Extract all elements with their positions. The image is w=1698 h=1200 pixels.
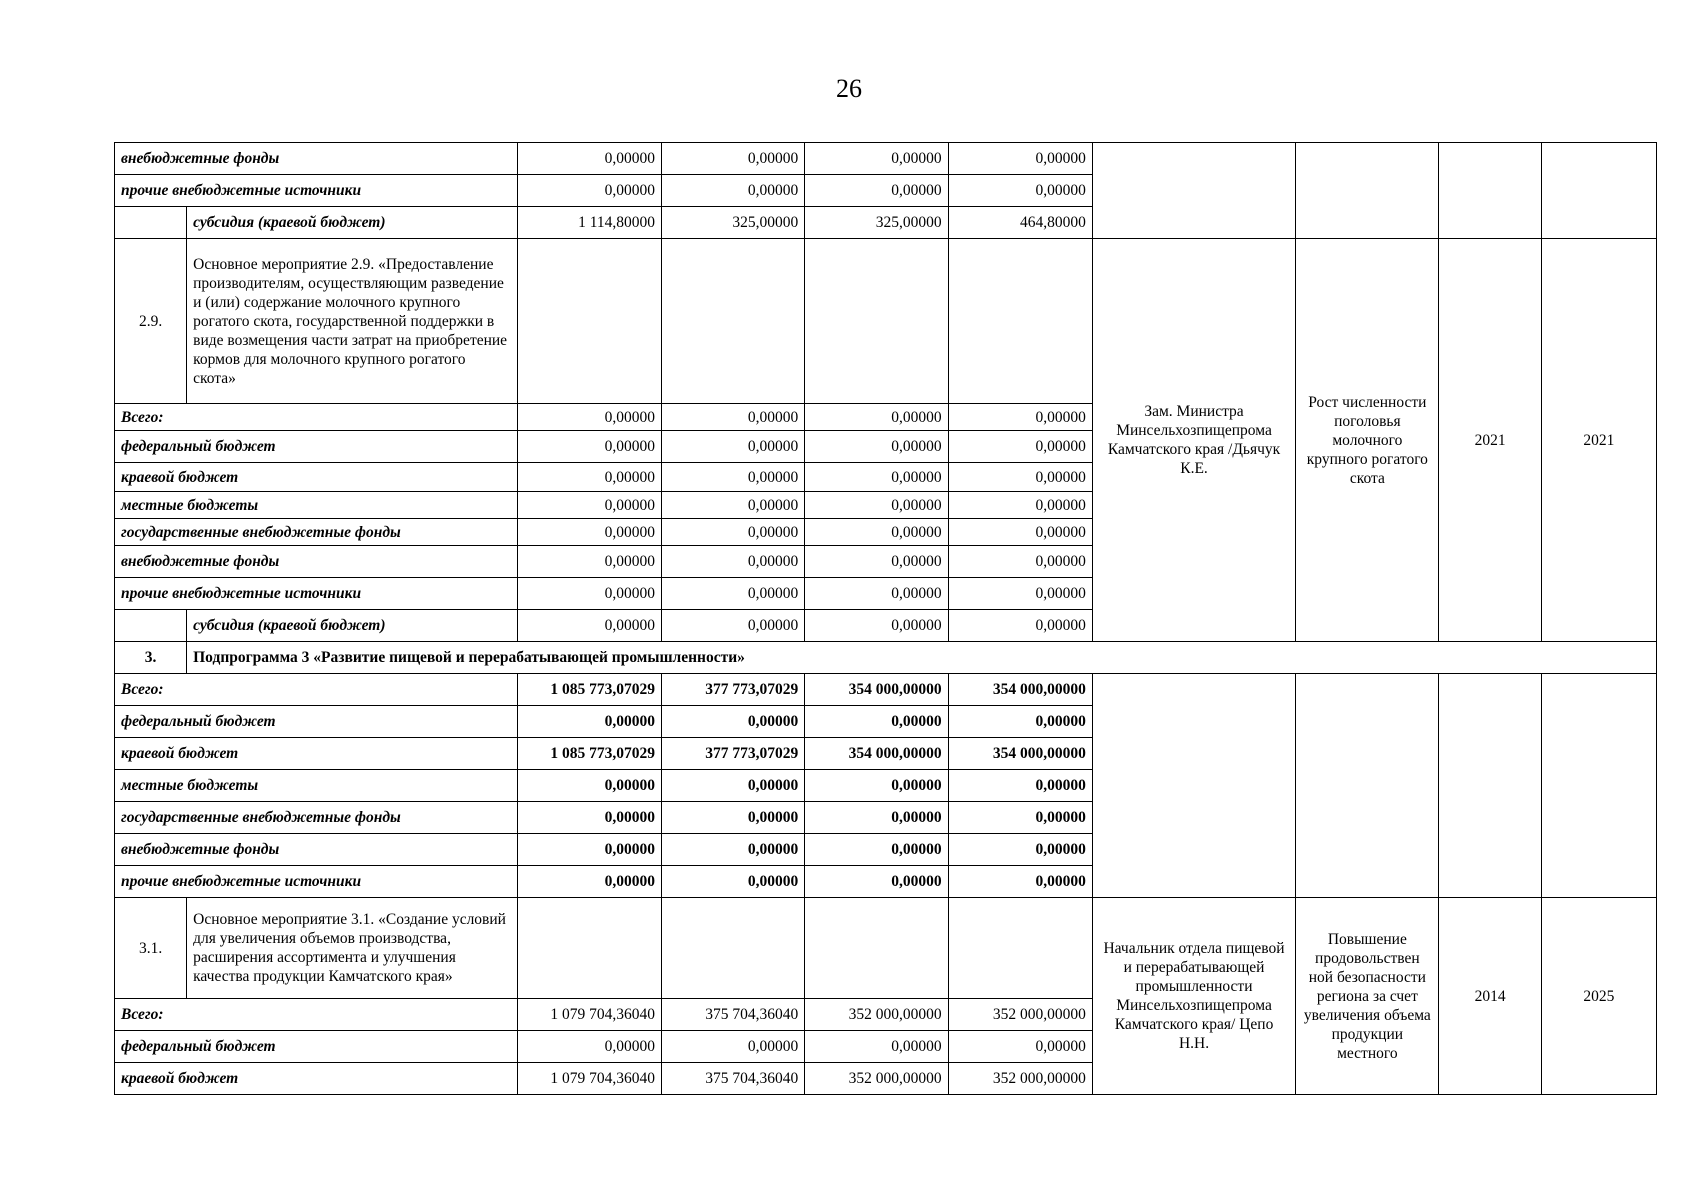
amount-cell: 0,00000 [517,578,661,610]
start-year-cell: 2014 [1439,898,1541,1095]
source-label: государственные внебюджетные фонды [115,802,518,834]
empty-cell [115,207,187,239]
result-cell: Рост численности поголовья молочного крупного рогатого скота [1296,239,1439,642]
measure-title: Основное мероприятие 2.9. «Предоставление производителям, осуществляющим разведение и (или) содержание молочного крупного рогатого скота, государственной поддержки в виде возмещения части затрат на приобретение кормов для молочного крупного рогатого скота» [187,239,518,404]
amount-cell: 1 085 773,07029 [517,674,661,706]
empty-cell [517,239,661,404]
amount-cell: 0,00000 [805,578,948,610]
amount-cell: 0,00000 [662,866,805,898]
amount-cell: 352 000,00000 [948,1063,1092,1095]
end-year-cell [1541,143,1656,239]
source-label: федеральный бюджет [115,706,518,738]
responsible-cell: Начальник отдела пищевой и перерабатывающей промышленности Минсельхозпищепрома Камчатского края/ Цепо Н.Н. [1092,898,1295,1095]
amount-cell: 0,00000 [662,143,805,175]
amount-cell: 377 773,07029 [662,674,805,706]
amount-cell: 0,00000 [662,463,805,492]
amount-cell: 0,00000 [517,706,661,738]
amount-cell: 0,00000 [517,175,661,207]
amount-cell: 0,00000 [948,404,1092,431]
source-label: местные бюджеты [115,770,518,802]
amount-cell: 0,00000 [517,463,661,492]
amount-cell: 0,00000 [662,1031,805,1063]
measure-index: 2.9. [115,239,187,404]
source-label: субсидия (краевой бюджет) [187,207,518,239]
source-label: краевой бюджет [115,1063,518,1095]
empty-cell [948,239,1092,404]
amount-cell: 352 000,00000 [805,1063,948,1095]
measure-index: 3.1. [115,898,187,999]
amount-cell: 354 000,00000 [948,674,1092,706]
amount-cell: 0,00000 [517,802,661,834]
amount-cell: 0,00000 [517,431,661,463]
source-label: Всего: [115,674,518,706]
amount-cell: 0,00000 [805,770,948,802]
measure-title-row [115,239,1657,404]
amount-cell: 0,00000 [662,610,805,642]
amount-cell: 0,00000 [948,463,1092,492]
amount-cell: 0,00000 [805,519,948,546]
amount-cell: 352 000,00000 [948,999,1092,1031]
amount-cell: 0,00000 [805,175,948,207]
source-label: местные бюджеты [115,492,518,519]
responsible-cell [1092,143,1295,239]
source-label: прочие внебюджетные источники [115,175,518,207]
amount-cell: 1 079 704,36040 [517,999,661,1031]
amount-cell: 354 000,00000 [805,738,948,770]
amount-cell: 0,00000 [948,610,1092,642]
amount-cell: 354 000,00000 [805,674,948,706]
end-year-cell: 2025 [1541,898,1656,1095]
amount-cell: 0,00000 [948,770,1092,802]
amount-cell: 0,00000 [517,404,661,431]
amount-cell: 1 079 704,36040 [517,1063,661,1095]
responsible-cell: Зам. Министра Минсельхозпищепрома Камчатского края /Дьячук К.Е. [1092,239,1295,642]
budget-table [114,142,1657,1095]
amount-cell: 1 085 773,07029 [517,738,661,770]
amount-cell: 0,00000 [805,143,948,175]
source-label: внебюджетные фонды [115,143,518,175]
amount-cell: 0,00000 [662,431,805,463]
amount-cell: 0,00000 [662,175,805,207]
amount-cell: 0,00000 [805,431,948,463]
source-label: Всего: [115,999,518,1031]
amount-cell: 0,00000 [517,834,661,866]
end-year-cell: 2021 [1541,239,1656,642]
page-number: 26 [836,74,862,103]
start-year-cell [1439,674,1541,898]
amount-cell: 0,00000 [662,706,805,738]
amount-cell: 0,00000 [517,610,661,642]
amount-cell: 0,00000 [517,770,661,802]
amount-cell: 0,00000 [662,834,805,866]
source-label: краевой бюджет [115,738,518,770]
amount-cell: 0,00000 [517,143,661,175]
amount-cell: 0,00000 [517,866,661,898]
measure-title-row [115,898,1657,999]
subprogram-title: Подпрограмма 3 «Развитие пищевой и перерабатывающей промышленности» [187,642,1657,674]
amount-cell: 0,00000 [805,834,948,866]
table-row [115,143,1657,175]
amount-cell: 0,00000 [662,546,805,578]
source-label: прочие внебюджетные источники [115,866,518,898]
start-year-cell: 2021 [1439,239,1541,642]
amount-cell: 1 114,80000 [517,207,661,239]
empty-cell [805,239,948,404]
amount-cell: 0,00000 [948,866,1092,898]
source-label: Всего: [115,404,518,431]
amount-cell: 0,00000 [805,802,948,834]
source-label: краевой бюджет [115,463,518,492]
amount-cell: 0,00000 [517,546,661,578]
responsible-cell [1092,674,1295,898]
amount-cell: 0,00000 [805,706,948,738]
amount-cell: 0,00000 [662,802,805,834]
result-cell [1296,674,1439,898]
amount-cell: 0,00000 [948,578,1092,610]
amount-cell: 354 000,00000 [948,738,1092,770]
amount-cell: 0,00000 [662,519,805,546]
amount-cell: 0,00000 [805,1031,948,1063]
amount-cell: 375 704,36040 [662,1063,805,1095]
empty-cell [115,610,187,642]
empty-cell [517,898,661,999]
amount-cell: 325,00000 [662,207,805,239]
amount-cell: 0,00000 [662,404,805,431]
empty-cell [662,239,805,404]
amount-cell: 0,00000 [517,519,661,546]
source-label: субсидия (краевой бюджет) [187,610,518,642]
amount-cell: 0,00000 [948,546,1092,578]
source-label: федеральный бюджет [115,1031,518,1063]
start-year-cell [1439,143,1541,239]
amount-cell: 0,00000 [662,492,805,519]
source-label: государственные внебюджетные фонды [115,519,518,546]
amount-cell: 0,00000 [948,802,1092,834]
amount-cell: 0,00000 [662,578,805,610]
amount-cell: 0,00000 [948,143,1092,175]
table-row [115,674,1657,706]
amount-cell: 0,00000 [662,770,805,802]
amount-cell: 352 000,00000 [805,999,948,1031]
end-year-cell [1541,674,1656,898]
result-cell: Повышение продовольствен ной безопасности региона за счет увеличения объема продукции местного [1296,898,1439,1095]
amount-cell: 0,00000 [948,519,1092,546]
amount-cell: 0,00000 [805,492,948,519]
amount-cell: 0,00000 [805,546,948,578]
source-label: внебюджетные фонды [115,834,518,866]
amount-cell: 0,00000 [517,1031,661,1063]
empty-cell [948,898,1092,999]
empty-cell [805,898,948,999]
result-cell [1296,143,1439,239]
amount-cell: 0,00000 [948,175,1092,207]
amount-cell: 0,00000 [948,431,1092,463]
amount-cell: 0,00000 [948,492,1092,519]
amount-cell: 0,00000 [948,1031,1092,1063]
amount-cell: 0,00000 [948,834,1092,866]
source-label: внебюджетные фонды [115,546,518,578]
source-label: прочие внебюджетные источники [115,578,518,610]
amount-cell: 325,00000 [805,207,948,239]
subprogram-index: 3. [115,642,187,674]
amount-cell: 0,00000 [805,404,948,431]
subprogram-header-row [115,642,1657,674]
amount-cell: 0,00000 [805,463,948,492]
amount-cell: 0,00000 [517,492,661,519]
empty-cell [662,898,805,999]
source-label: федеральный бюджет [115,431,518,463]
amount-cell: 464,80000 [948,207,1092,239]
amount-cell: 375 704,36040 [662,999,805,1031]
amount-cell: 0,00000 [948,706,1092,738]
amount-cell: 0,00000 [805,610,948,642]
amount-cell: 0,00000 [805,866,948,898]
amount-cell: 377 773,07029 [662,738,805,770]
measure-title: Основное мероприятие 3.1. «Создание условий для увеличения объемов производства, расширения ассортимента и улучшения качества продукции Камчатского края» [187,898,518,999]
